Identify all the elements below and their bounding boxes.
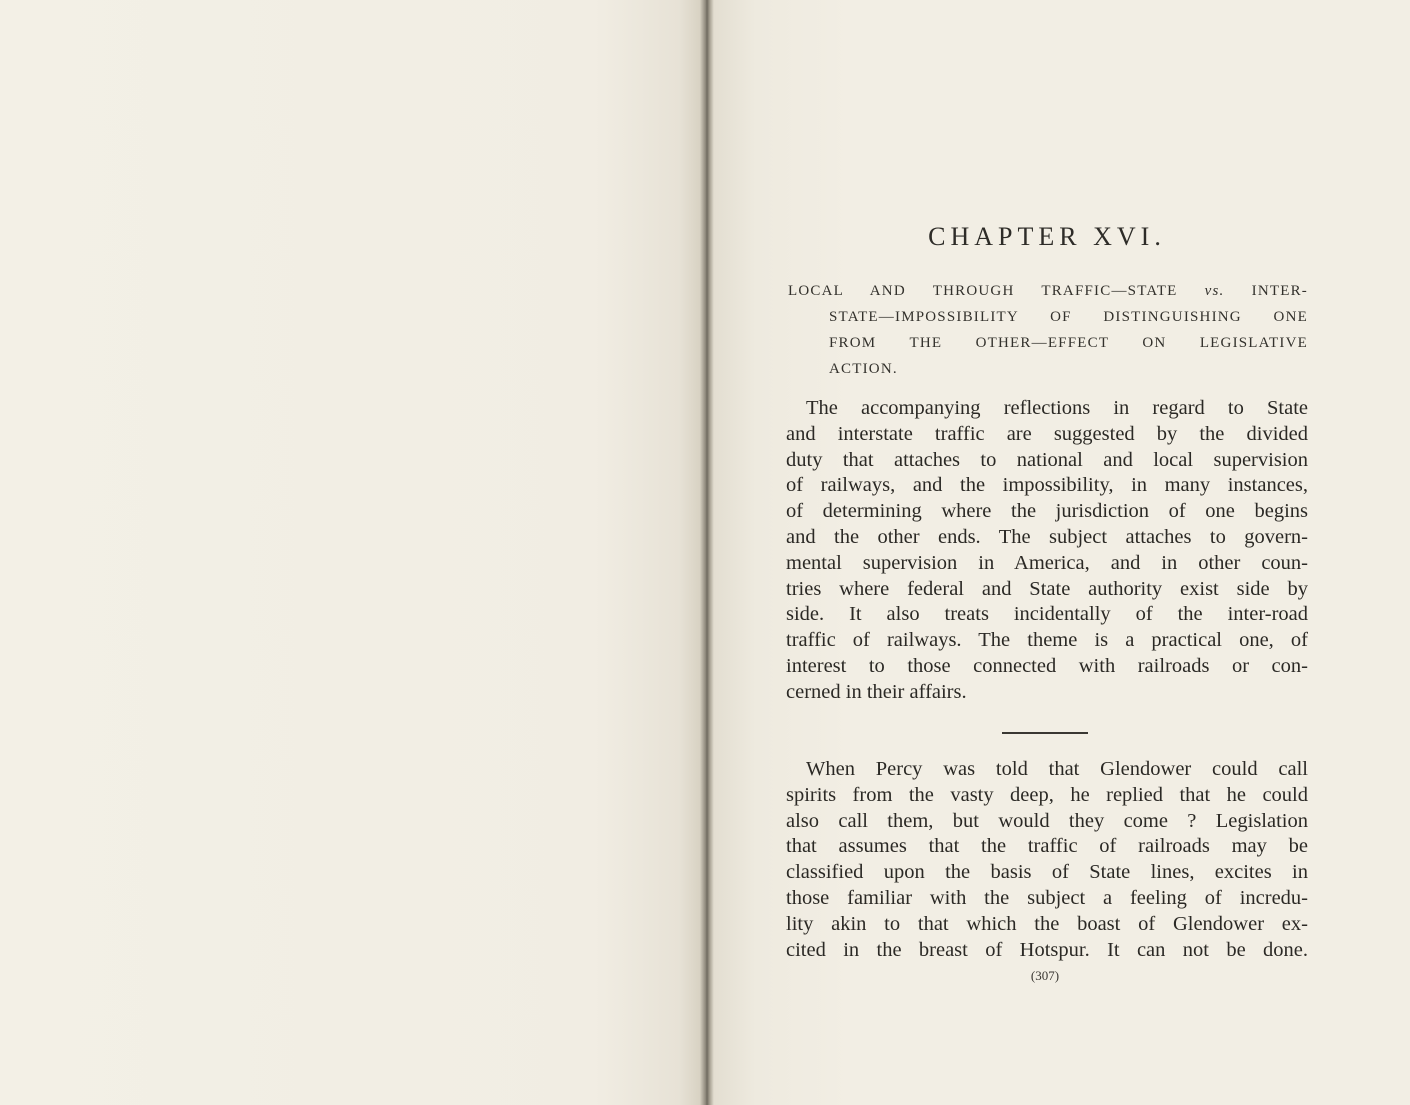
- text-line: spirits from the vasty deep, he replied that he could: [786, 783, 1308, 806]
- text-line: duty that attaches to national and local supervision: [786, 448, 1308, 471]
- text-line: cerned in their affairs.: [786, 680, 967, 703]
- text-line: traffic of railways. The theme is a practical one, of: [786, 629, 1308, 652]
- chapter-synopsis: [788, 278, 1308, 382]
- text-line: of railways, and the impossibility, in many instances,: [786, 474, 1308, 497]
- text-line: tries where federal and State authority exist side by: [786, 577, 1308, 600]
- chapter-title: CHAPTER XVI.: [928, 222, 1166, 251]
- text-line: also call them, but would they come ? Legislation: [786, 809, 1308, 832]
- text-line: that assumes that the traffic of railroads may be: [786, 835, 1308, 858]
- text-line: of determining where the jurisdiction of one begins: [786, 500, 1308, 523]
- text-line: side. It also treats incidentally of the inter-road: [786, 603, 1308, 626]
- synopsis-line: ACTION.: [829, 361, 898, 377]
- text-line: lity akin to that which the boast of Glendower ex-: [786, 912, 1308, 935]
- text-line: cited in the breast of Hotspur. It can not be done.: [786, 938, 1308, 961]
- text-line: The accompanying reflections in regard to State: [806, 397, 1308, 419]
- text-line: classified upon the basis of State lines, excites in: [786, 861, 1308, 884]
- text-line: When Percy was told that Glendower could call: [806, 758, 1308, 780]
- text-line: and interstate traffic are suggested by the divided: [786, 422, 1308, 445]
- text-line: interest to those connected with railroads or con-: [786, 654, 1308, 677]
- body-paragraph-intro: [786, 396, 1308, 706]
- text-line: mental supervision in America, and in other coun-: [786, 551, 1308, 574]
- synopsis-line: LOCAL AND THROUGH TRAFFIC—STATE vs. INTER-: [788, 283, 1308, 299]
- section-divider-rule: [1002, 732, 1088, 734]
- left-page-blank: [0, 0, 700, 1105]
- text-line: those familiar with the subject a feeling of incredu-: [786, 886, 1308, 909]
- synopsis-versus: vs.: [1204, 283, 1225, 299]
- text-line: and the other ends. The subject attaches to govern-: [786, 525, 1308, 548]
- book-gutter: [700, 0, 714, 1105]
- body-paragraph-main: [786, 757, 1308, 963]
- synopsis-line: STATE—IMPOSSIBILITY OF DISTINGUISHING ONE: [829, 309, 1308, 325]
- page-number: (307): [1030, 968, 1060, 983]
- synopsis-line: FROM THE OTHER—EFFECT ON LEGISLATIVE: [829, 335, 1308, 351]
